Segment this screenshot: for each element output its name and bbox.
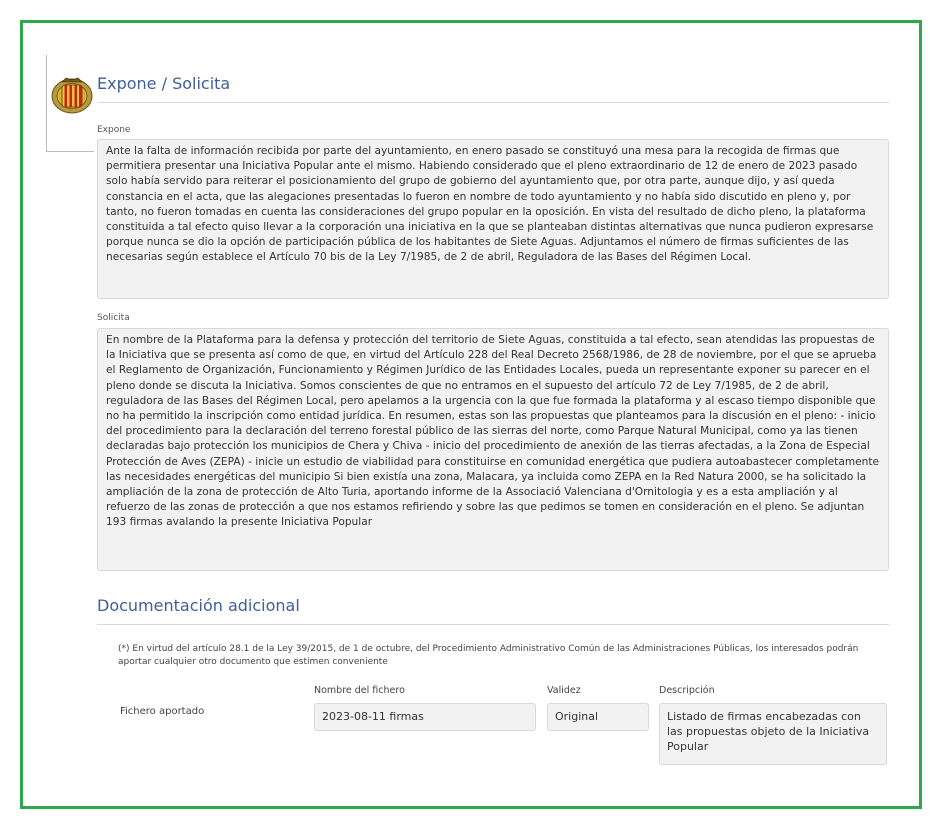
expone-solicita-title: Expone / Solicita [97,74,231,93]
expone-label: Expone [97,125,131,135]
descripcion-field[interactable]: Listado de firmas encabezadas con las propuestas objeto de la Iniciativa Popular [659,703,887,765]
file-name-field[interactable]: 2023-08-11 firmas [314,703,536,731]
solicita-label: Solicita [97,313,130,323]
solicita-textarea[interactable]: En nombre de la Plataforma para la defensa y protección del territorio de Siete Aguas, constituida a tal efecto, sean atendidas las propuestas de la Iniciativa que se presenta así como de que, en virtud del Artículo 228 del Real Decreto 2568/1986, de 28 de noviembre, por el que se aprueba el Reglamento de Organización, Funcionamiento y Régimen Jurídico de las Entidades Locales, pueda un representante exponer su parecer en el pleno donde se discuta la Iniciativa. Somos conscientes de que no entramos en el supuesto del artículo 72 de Ley 7/1985, de 2 de abril, reguladora de las Bases del Régimen Local, pero apelamos a la urgencia con la que fue formada la plataforma y al escaso tiempo disponible que no ha permitido la inscripción como entidad jurídica. En resumen, estas son las propuestas que planteamos para la discusión en el pleno: - inicio del procedimiento para la declaración del terreno forestal público de las sierras del norte, como Parque Natural Municipal, como ya las tienen declaradas bajo protección los municipios de Chera y Chiva - inicio del procedimiento de anexión de las tierras afectadas, a la Zona de Especial Protección de Aves (ZEPA) - inicie un estudio de viabilidad para constituirse en comunidad energética que pudiera autoabastecer completamente las necesidades energéticas del municipio Si bien existía una zona, Malacara, ya incluida como ZEPA en la Red Natura 2000, se ha solicitado la ampliación de la zona de protección de Alto Turia, aportando informe de la Associació Valenciana d'Ornitologia y es a esta ampliación y al refuerzo de las zonas de protección a que nos estamos refiriendo y sobre las que pedimos se tomen en consideración en el pleno. Se adjuntan 193 firmas avalando la presente Iniciativa Popular [97,328,889,571]
validez-field[interactable]: Original [547,703,649,731]
section-divider [97,624,889,625]
crest-container [46,55,94,152]
col-validez-label: Validez [547,685,581,696]
col-descripcion-label: Descripción [659,685,715,696]
documentacion-title: Documentación adicional [97,596,300,615]
fichero-aportado-label: Fichero aportado [120,706,205,717]
expone-textarea[interactable]: Ante la falta de información recibida por parte del ayuntamiento, en enero pasado se constituyó una mesa para la recogida de firmas que permitiera presentar una Iniciativa Popular ante el mismo. Habiendo considerado que el pleno extraordinario de 12 de enero de 2023 pasado solo había servido para reiterar el posicionamiento del grupo de gobierno del ayuntamiento que, por otra parte, aunque dijo, y así queda constancia en el acta, que las alegaciones presentadas lo fueron en nombre de todo ayuntamiento y no había sido discutido en pleno y, por tanto, no fueron tomadas en cuenta las consideraciones del grupo popular en la oposición. En vista del resultado de dicho pleno, la plataforma constituida a tal efecto quiso llevar a la corporación una iniciativa en la que se planteaban distintas alternativas que nunca pudieron expresarse porque nunca se dio la opción de participación pública de los habitantes de Siete Aguas. Adjuntamos el número de firmas suficientes de las necesarias según establece el Artículo 70 bis de la Ley 7/1985, de 2 de abril, Reguladora de las Bases del Régimen Local. [97,139,889,299]
col-nombre-label: Nombre del fichero [314,685,405,696]
section-divider [97,102,889,103]
legal-note: (*) En virtud del artículo 28.1 de la Ley 39/2015, de 1 de octubre, del Procedimiento Administrativo Común de las Administraciones Públicas, los interesados podrán aportar cualquier otro documento que estimen conveniente [118,644,859,667]
coat-of-arms-icon [50,74,94,118]
